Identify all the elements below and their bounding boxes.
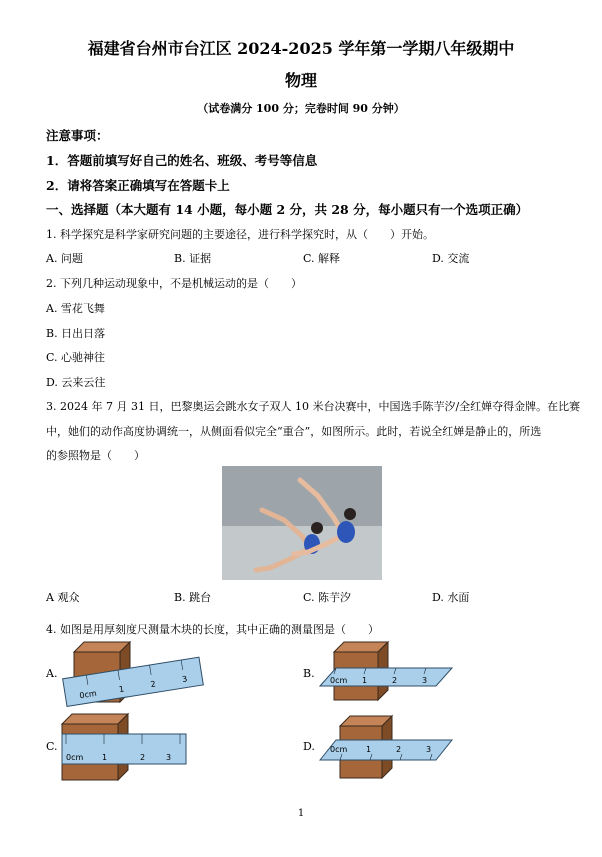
ruler-mark: 3 xyxy=(181,674,188,685)
figure-label-a: A. xyxy=(46,667,58,680)
ruler-mark: 1 xyxy=(366,745,372,754)
notice-heading: 注意事项： xyxy=(46,128,109,143)
option-a: A. 雪花飞舞 xyxy=(46,302,105,315)
subject-title: 物理 xyxy=(284,71,317,90)
ruler-mark: 2 xyxy=(149,679,157,690)
figure-label-d: D. xyxy=(303,740,315,753)
notice-item: 2．请将答案正确填写在答题卡上 xyxy=(46,178,230,193)
figure-label-c: C. xyxy=(46,740,58,753)
option-d: D. 交流 xyxy=(432,252,470,265)
question-stem: 2. 下列几种运动现象中，不是机械运动的是（ ） xyxy=(46,277,302,290)
ruler-mark: 0cm xyxy=(66,753,84,762)
ruler-mark: 3 xyxy=(166,753,172,762)
question-stem-line: 的参照物是（ ） xyxy=(46,449,145,462)
ruler-figure-c xyxy=(58,712,198,782)
ruler-mark: 0cm xyxy=(330,676,348,685)
page-title: 福建省台州市台江区 2024-2025 学年第一学期八年级期中 xyxy=(87,39,515,58)
ruler-figure-d xyxy=(316,714,456,780)
option-b: B. 跳台 xyxy=(174,591,212,604)
ruler-figure-a xyxy=(58,638,208,708)
ruler-figure-b xyxy=(316,640,456,704)
question-stem-line: 3. 2024 年 7 月 31 日，巴黎奥运会跳水女子双人 10 米台决赛中，中国选手陈芋汐/全红婵夺得金牌。在比赛 xyxy=(46,400,581,413)
page-number: 1 xyxy=(297,808,305,819)
question-stem: 4. 如图是用厚刻度尺测量木块的长度，其中正确的测量图是（ ） xyxy=(46,623,379,636)
exam-info: （试卷满分 100 分；完卷时间 90 分钟） xyxy=(197,102,405,115)
question-stem: 1. 科学探究是科学家研究问题的主要途径，进行科学探究时，从（ ）开始。 xyxy=(46,228,434,241)
ruler-mark: 1 xyxy=(118,684,125,695)
diving-photo xyxy=(222,466,382,580)
ruler-mark: 0cm xyxy=(330,745,348,754)
question-stem-line: 中，她们的动作高度协调统一，从侧面看似完全“重合”，如图所示。此时，若说全红婵是静止的，所选 xyxy=(46,425,542,438)
option-a: A 观众 xyxy=(46,591,80,604)
ruler-mark: 3 xyxy=(426,745,432,754)
option-d: D. 云来云往 xyxy=(46,376,106,389)
ruler-mark: 1 xyxy=(102,753,108,762)
section-heading: 一、选择题（本大题有 14 小题，每小题 2 分，共 28 分，每小题只有一个选项正确） xyxy=(46,202,529,217)
ruler-mark: 2 xyxy=(140,753,146,762)
option-a: A. 问题 xyxy=(46,252,83,265)
option-c: C. 解释 xyxy=(303,252,341,265)
option-c: C. 陈芋汐 xyxy=(303,591,352,604)
ruler-mark: 0cm xyxy=(78,688,98,701)
ruler-mark: 3 xyxy=(422,676,428,685)
ruler-mark: 2 xyxy=(392,676,398,685)
option-d: D. 水面 xyxy=(432,591,470,604)
option-c: C. 心驰神往 xyxy=(46,351,106,364)
option-b: B. 证据 xyxy=(174,252,212,265)
ruler-mark: 2 xyxy=(396,745,402,754)
option-b: B. 日出日落 xyxy=(46,327,106,340)
figure-label-b: B. xyxy=(303,667,315,680)
ruler-mark: 1 xyxy=(362,676,368,685)
notice-item: 1．答题前填写好自己的姓名、班级、考号等信息 xyxy=(46,153,318,168)
